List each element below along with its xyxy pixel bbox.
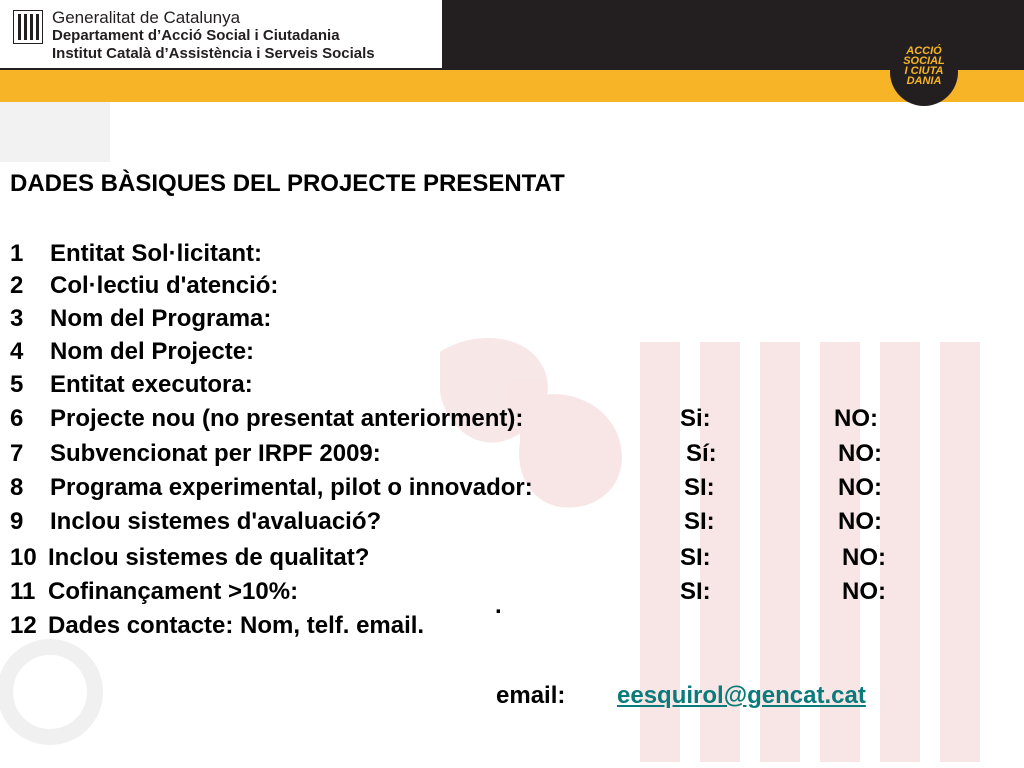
form-item-row — [10, 578, 1010, 610]
item-number: 3 — [10, 305, 24, 332]
form-item-row — [10, 371, 1010, 403]
item-label: Inclou sistemes d'avaluació? — [50, 508, 382, 535]
item-label: Inclou sistemes de qualitat? — [48, 544, 370, 571]
no-option: NO: — [842, 578, 886, 605]
item-number: 8 — [10, 474, 24, 501]
no-option: NO: — [838, 440, 882, 467]
header-bar — [0, 0, 1024, 102]
yes-option: SI: — [684, 508, 715, 535]
form-item-row — [10, 272, 1010, 304]
badge-line: DANIA — [906, 75, 942, 87]
no-option: NO: — [838, 508, 882, 535]
item-number: 10 — [10, 544, 37, 571]
stray-dot: . — [495, 592, 502, 619]
item-number: 7 — [10, 440, 24, 467]
form-item-row — [10, 474, 1010, 506]
no-option: NO: — [842, 544, 886, 571]
header-government-name: Generalitat de Catalunya — [52, 8, 241, 27]
yes-option: SI: — [680, 544, 711, 571]
yes-option: Sí: — [686, 440, 717, 467]
item-label: Entitat Sol·licitant: — [50, 240, 262, 267]
header-department-name: Departament d’Acció Social i Ciutadania — [52, 27, 340, 44]
yes-option: SI: — [680, 578, 711, 605]
page-title: DADES BÀSIQUES DEL PROJECTE PRESENTAT — [10, 170, 565, 197]
item-number: 12 — [10, 612, 37, 639]
form-item-row — [10, 338, 1010, 370]
form-item-row — [10, 440, 1010, 472]
item-label: Col·lectiu d'atenció: — [50, 272, 279, 299]
form-item-row — [10, 508, 1010, 540]
item-number: 9 — [10, 508, 24, 535]
header-institute-name: Institut Català d’Assistència i Serveis Socials — [52, 45, 375, 62]
form-item-row — [10, 612, 1010, 644]
no-option: NO: — [834, 405, 878, 432]
email-label: email: — [496, 682, 566, 709]
badge-line: ACCIÓ — [906, 45, 942, 57]
email-link[interactable]: eesquirol@gencat.cat — [617, 682, 866, 709]
form-item-row — [10, 544, 1010, 576]
item-label: Programa experimental, pilot o innovador: — [50, 474, 533, 501]
item-label: Projecte nou (no presentat anteriorment): — [50, 405, 524, 432]
item-label: Nom del Projecte: — [50, 338, 255, 365]
item-number: 5 — [10, 371, 24, 398]
no-option: NO: — [838, 474, 882, 501]
accio-social-badge — [890, 38, 958, 106]
item-label: Dades contacte: Nom, telf. email. — [48, 612, 425, 639]
item-label: Nom del Programa: — [50, 305, 272, 332]
item-number: 4 — [10, 338, 24, 365]
badge-line: SOCIAL — [903, 55, 945, 67]
form-item-row — [10, 405, 1010, 437]
item-label: Entitat executora: — [50, 371, 253, 398]
item-number: 1 — [10, 240, 24, 267]
item-number: 11 — [10, 578, 36, 605]
yes-option: Si: — [680, 405, 711, 432]
generalitat-logo-icon — [13, 10, 43, 44]
form-item-row — [10, 240, 1010, 272]
item-label: Cofinançament >10%: — [48, 578, 299, 605]
header-logo-panel — [0, 0, 442, 68]
badge-line: I CIUTA — [904, 65, 944, 77]
yes-option: SI: — [684, 474, 715, 501]
item-label: Subvencionat per IRPF 2009: — [50, 440, 381, 467]
item-number: 2 — [10, 272, 24, 299]
form-item-row — [10, 305, 1010, 337]
item-number: 6 — [10, 405, 24, 432]
